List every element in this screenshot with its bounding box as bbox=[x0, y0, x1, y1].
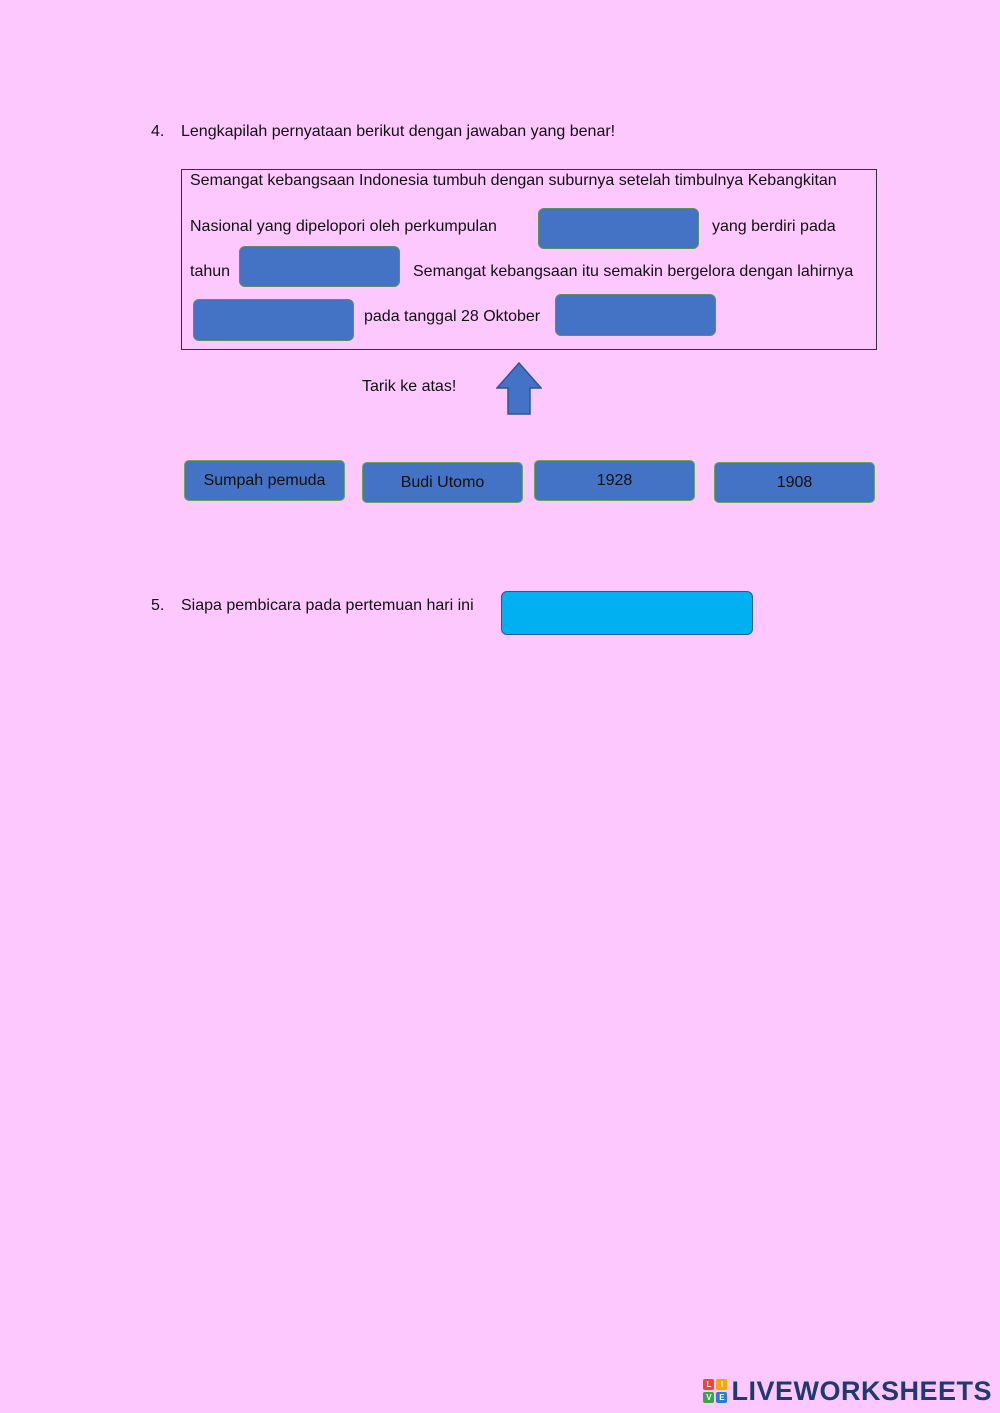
drop-zone-year-founded[interactable] bbox=[239, 246, 400, 287]
statement-line-3-end: Semangat kebangsaan itu semakin bergelora dengan lahirnya bbox=[413, 263, 854, 280]
drop-zone-organization[interactable] bbox=[538, 208, 699, 249]
logo-tile-l: L bbox=[703, 1379, 714, 1390]
logo-tile-v: V bbox=[703, 1392, 714, 1403]
question-5-text: Siapa pembicara pada pertemuan hari ini bbox=[181, 597, 474, 614]
drop-zone-event[interactable] bbox=[193, 299, 354, 341]
statement-line-3-start: tahun bbox=[190, 263, 231, 280]
statement-line-4-middle: pada tanggal 28 Oktober bbox=[364, 308, 541, 325]
statement-line-2-end: yang berdiri pada bbox=[712, 218, 836, 235]
question-5-answer-input[interactable] bbox=[501, 591, 753, 635]
question-5-number: 5. bbox=[151, 597, 165, 614]
question-4-number: 4. bbox=[151, 123, 165, 140]
logo-wordmark: LIVEWORKSHEETS bbox=[731, 1376, 992, 1406]
statement-line-2-start: Nasional yang dipelopori oleh perkumpulan bbox=[190, 218, 497, 235]
question-4-instruction: Lengkapilah pernyataan berikut dengan jawaban yang benar! bbox=[181, 123, 616, 140]
logo-tile-e: E bbox=[716, 1392, 727, 1403]
logo-tile-i: I bbox=[716, 1379, 727, 1390]
liveworksheets-logo-icon bbox=[703, 1379, 727, 1403]
drop-zone-event-year[interactable] bbox=[555, 294, 716, 336]
option-chip-budi-utomo[interactable]: Budi Utomo bbox=[362, 462, 523, 503]
option-chip-1928[interactable]: 1928 bbox=[534, 460, 695, 501]
statement-line-1: Semangat kebangsaan Indonesia tumbuh dengan suburnya setelah timbulnya Kebangkitan bbox=[190, 172, 837, 189]
drag-hint: Tarik ke atas! bbox=[362, 378, 457, 395]
arrow-up-icon bbox=[496, 362, 542, 416]
option-chip-sumpah-pemuda[interactable]: Sumpah pemuda bbox=[184, 460, 345, 501]
liveworksheets-logo bbox=[703, 1376, 992, 1406]
option-chip-1908[interactable]: 1908 bbox=[714, 462, 875, 503]
